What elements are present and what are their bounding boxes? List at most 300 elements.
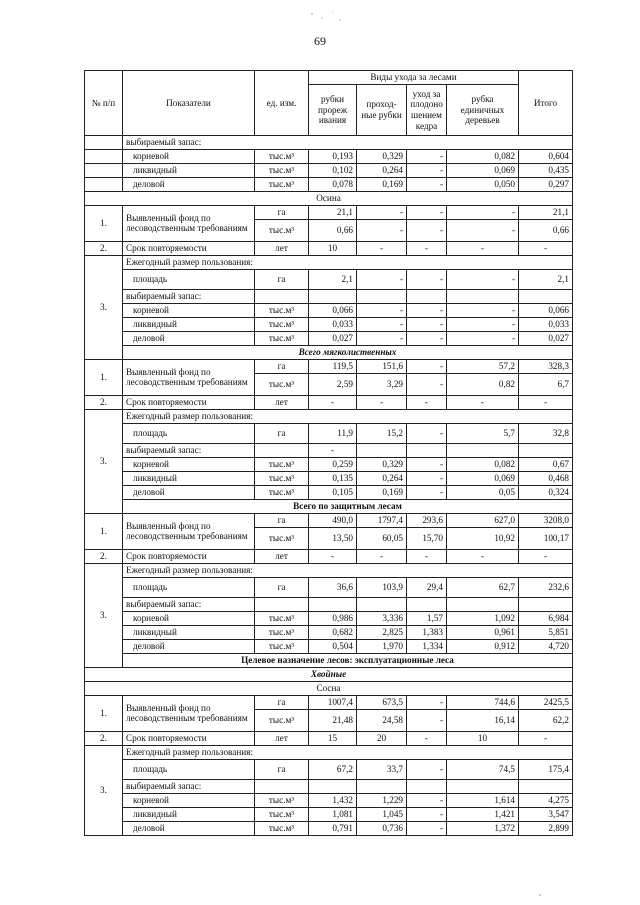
fund-area-value: - (447, 206, 519, 220)
unit-cell: лет (255, 732, 309, 746)
header-thinning: рубки прореж ивания (309, 85, 357, 136)
row-value: 0,604 (519, 150, 573, 164)
unit-cell: га (255, 206, 309, 220)
row-number: 2. (85, 396, 123, 410)
stock-value (519, 290, 573, 304)
fund-area-value: 1797,4 (357, 514, 407, 528)
stock-value (357, 780, 407, 794)
fund-volume-value: - (357, 220, 407, 242)
indicator-label: выбираемый запас: (123, 598, 255, 612)
indicator-label: Ежегодный размер пользования: (123, 410, 573, 424)
indicator-label: Выявленный фонд по лесоводственным требованиям (123, 360, 255, 396)
stock-value (407, 780, 447, 794)
annual-stock-value: 0,736 (357, 822, 407, 836)
indicator-label: Ежегодный размер пользования: (123, 256, 573, 270)
annual-stock-value: - (407, 458, 447, 472)
annual-stock-value: 0,082 (447, 458, 519, 472)
annual-stock-value: - (447, 318, 519, 332)
section-header-row (85, 346, 573, 360)
annual-area-value: - (447, 270, 519, 290)
row-number: 3. (85, 410, 123, 514)
table-body (85, 136, 573, 836)
stock-value (447, 780, 519, 794)
annual-stock-value: 0,324 (519, 486, 573, 500)
indicator-label: деловой (123, 822, 255, 836)
annual-title-row (85, 564, 573, 578)
number-cell (85, 136, 123, 150)
fund-row (85, 696, 573, 710)
annual-stock-value: 1,57 (407, 612, 447, 626)
indicator-label: корневой (123, 458, 255, 472)
period-value: - (447, 396, 519, 410)
annual-stock-value: 0,066 (519, 304, 573, 318)
annual-stock-value: 0,912 (447, 640, 519, 654)
annual-stock-value: - (407, 808, 447, 822)
indicator-label: Срок повторяемости (123, 242, 255, 256)
row-number: 3. (85, 256, 123, 360)
table-row (85, 794, 573, 808)
indicator-label: корневой (123, 612, 255, 626)
indicator-label: выбираемый запас: (123, 290, 255, 304)
annual-area-value: 67,2 (309, 760, 357, 780)
stock-subheader-row (85, 598, 573, 612)
row-number: 1. (85, 514, 123, 550)
fund-area-value: 2425,5 (519, 696, 573, 710)
table-header (85, 71, 573, 136)
page-number: 69 (314, 34, 326, 48)
row-number: 1. (85, 696, 123, 732)
section-header-row (85, 682, 573, 696)
annual-stock-value: 0,682 (309, 626, 357, 640)
annual-area-row (85, 424, 573, 444)
fund-area-value: 293,6 (407, 514, 447, 528)
table-row (85, 808, 573, 822)
fund-area-value: 151,6 (357, 360, 407, 374)
indicator-label: площадь (123, 424, 255, 444)
table-row (85, 472, 573, 486)
section-title: Всего по защитным лесам (123, 500, 573, 514)
row-value: 0,193 (309, 150, 357, 164)
annual-stock-value: 1,432 (309, 794, 357, 808)
annual-stock-value: - (357, 318, 407, 332)
indicator-label: Ежегодный размер пользования: (123, 746, 573, 760)
stock-value (407, 598, 447, 612)
indicator-label: деловой (123, 486, 255, 500)
annual-area-row (85, 760, 573, 780)
row-number: 2. (85, 242, 123, 256)
section-title: Сосна (85, 682, 573, 696)
annual-stock-value: 1,092 (447, 612, 519, 626)
header-single-tree-cutting: рубка единичных деревьев (447, 85, 519, 136)
fund-area-value: 21,1 (519, 206, 573, 220)
fund-volume-value: 3,29 (357, 374, 407, 396)
stock-subheader-row (85, 290, 573, 304)
annual-stock-value: - (407, 304, 447, 318)
indicator-label: выбираемый запас: (123, 444, 255, 458)
header-number: № п/п (85, 71, 123, 136)
indicator-label: Срок повторяемости (123, 396, 255, 410)
annual-stock-value: - (357, 304, 407, 318)
annual-stock-value: 6,984 (519, 612, 573, 626)
annual-stock-value: 0,066 (309, 304, 357, 318)
annual-area-value: 32,8 (519, 424, 573, 444)
unit-cell: тыс.м³ (255, 304, 309, 318)
table-row (85, 822, 573, 836)
annual-stock-value: - (357, 332, 407, 346)
period-value: - (357, 396, 407, 410)
unit-cell: тыс.м³ (255, 332, 309, 346)
annual-area-value: 103,9 (357, 578, 407, 598)
indicator-label: ликвидный (123, 626, 255, 640)
fund-area-value: 328,3 (519, 360, 573, 374)
unit-cell: тыс.м³ (255, 164, 309, 178)
annual-stock-value: 0,027 (519, 332, 573, 346)
unit-cell: тыс.м³ (255, 458, 309, 472)
indicator-label: площадь (123, 578, 255, 598)
table-row (85, 318, 573, 332)
fund-volume-value: 100,17 (519, 528, 573, 550)
stock-value: - (309, 444, 357, 458)
stock-value (447, 598, 519, 612)
annual-area-value: - (407, 760, 447, 780)
table-row (85, 612, 573, 626)
stock-value (407, 290, 447, 304)
annual-stock-value: 1,970 (357, 640, 407, 654)
indicator-label: площадь (123, 760, 255, 780)
stock-value (309, 598, 357, 612)
stock-value (519, 780, 573, 794)
annual-area-value: 2,1 (519, 270, 573, 290)
stock-value (309, 290, 357, 304)
stock-value (309, 780, 357, 794)
header-care-types: Виды ухода за лесами (309, 71, 519, 85)
indicator-label: ликвидный (123, 318, 255, 332)
annual-stock-value: 0,169 (357, 486, 407, 500)
annual-stock-value: 0,033 (309, 318, 357, 332)
unit-cell: тыс.м³ (255, 808, 309, 822)
number-cell (85, 164, 123, 178)
indicator-label: площадь (123, 270, 255, 290)
annual-stock-value: 0,135 (309, 472, 357, 486)
unit-cell: тыс.м³ (255, 486, 309, 500)
fund-volume-value: 0,66 (309, 220, 357, 242)
unit-cell: тыс.м³ (255, 626, 309, 640)
annual-title-row (85, 746, 573, 760)
annual-stock-value: - (407, 472, 447, 486)
stock-subheader-row (85, 444, 573, 458)
row-number: 3. (85, 564, 123, 668)
forest-care-table (84, 70, 573, 836)
annual-stock-value: 4,720 (519, 640, 573, 654)
annual-stock-value: 0,105 (309, 486, 357, 500)
annual-stock-value: 0,67 (519, 458, 573, 472)
unit-cell: тыс.м³ (255, 528, 309, 550)
annual-area-value: 232,6 (519, 578, 573, 598)
unit-cell (255, 780, 309, 794)
unit-cell: тыс.м³ (255, 710, 309, 732)
fund-row (85, 206, 573, 220)
unit-cell: га (255, 578, 309, 598)
annual-stock-value: 0,504 (309, 640, 357, 654)
annual-area-value: 2,1 (309, 270, 357, 290)
period-value: - (447, 242, 519, 256)
stock-value (447, 444, 519, 458)
annual-area-value: - (407, 270, 447, 290)
annual-stock-value: 1,421 (447, 808, 519, 822)
indicator-label: деловой (123, 178, 255, 192)
stock-value (407, 444, 447, 458)
indicator-label: выбираемый запас: (123, 136, 573, 150)
period-value: 15 (309, 732, 357, 746)
fund-volume-value: 15,70 (407, 528, 447, 550)
annual-stock-value: 1,372 (447, 822, 519, 836)
fund-volume-value: 10,92 (447, 528, 519, 550)
period-value: 10 (309, 242, 357, 256)
unit-cell: тыс.м³ (255, 612, 309, 626)
period-row (85, 242, 573, 256)
indicator-label: Срок повторяемости (123, 550, 255, 564)
section-header-row (85, 654, 573, 668)
period-value: 10 (447, 732, 519, 746)
fund-area-value: 744,6 (447, 696, 519, 710)
row-number: 2. (85, 732, 123, 746)
unit-cell: тыс.м³ (255, 318, 309, 332)
annual-stock-value: 1,229 (357, 794, 407, 808)
annual-stock-value: - (447, 304, 519, 318)
annual-area-row (85, 270, 573, 290)
period-value: - (407, 550, 447, 564)
period-row (85, 550, 573, 564)
section-header-row (85, 192, 573, 206)
period-value: - (309, 396, 357, 410)
header-indicators: Показатели (123, 71, 255, 136)
fund-volume-value: 21,48 (309, 710, 357, 732)
period-value: - (519, 396, 573, 410)
fund-area-value: 21,1 (309, 206, 357, 220)
annual-area-value: 62,7 (447, 578, 519, 598)
annual-stock-value: 0,033 (519, 318, 573, 332)
annual-stock-value: 0,791 (309, 822, 357, 836)
number-cell (85, 178, 123, 192)
fund-volume-value: 0,66 (519, 220, 573, 242)
annual-area-value: 29,4 (407, 578, 447, 598)
unit-cell: га (255, 424, 309, 444)
row-number: 1. (85, 206, 123, 242)
fund-volume-value: 62,2 (519, 710, 573, 732)
row-value: - (407, 164, 447, 178)
fund-volume-value: - (407, 710, 447, 732)
table-row (85, 626, 573, 640)
fund-volume-value: 0,82 (447, 374, 519, 396)
section-title: Хвойные (85, 668, 573, 682)
indicator-label: корневой (123, 304, 255, 318)
annual-area-value: 36,6 (309, 578, 357, 598)
unit-cell: тыс.м³ (255, 640, 309, 654)
period-value: - (447, 550, 519, 564)
annual-stock-value: - (407, 822, 447, 836)
section-title: Целевое назначение лесов: эксплуатационные леса (123, 654, 573, 668)
period-value: 20 (357, 732, 407, 746)
annual-area-value: 175,4 (519, 760, 573, 780)
fund-area-value: - (407, 360, 447, 374)
fund-volume-value: - (407, 220, 447, 242)
header-passage-cutting: проход- ные рубки (357, 85, 407, 136)
stock-value (519, 444, 573, 458)
fund-volume-value: 13,50 (309, 528, 357, 550)
section-header-row (85, 500, 573, 514)
fund-volume-value: 16,14 (447, 710, 519, 732)
unit-cell: га (255, 760, 309, 780)
period-value: - (407, 242, 447, 256)
annual-area-value: 11,9 (309, 424, 357, 444)
row-value: 0,082 (447, 150, 519, 164)
number-cell (85, 150, 123, 164)
table-row (85, 458, 573, 472)
unit-cell: га (255, 696, 309, 710)
stock-value (357, 444, 407, 458)
stock-value (357, 598, 407, 612)
unit-cell: тыс.м³ (255, 220, 309, 242)
row-value: 0,169 (357, 178, 407, 192)
fund-row (85, 514, 573, 528)
annual-stock-value: 0,05 (447, 486, 519, 500)
row-value: 0,050 (447, 178, 519, 192)
fund-volume-value: 24,58 (357, 710, 407, 732)
header-cedar-care: уход за плодоно шением кедра (407, 85, 447, 136)
row-value: 0,329 (357, 150, 407, 164)
annual-stock-value: 0,069 (447, 472, 519, 486)
table-row (85, 304, 573, 318)
fund-area-value: - (357, 206, 407, 220)
indicator-label: корневой (123, 150, 255, 164)
unit-cell (255, 444, 309, 458)
annual-stock-value: 1,614 (447, 794, 519, 808)
stock-subheader-row (85, 136, 573, 150)
unit-cell (255, 290, 309, 304)
fund-volume-value: 6,7 (519, 374, 573, 396)
annual-area-value: 5,7 (447, 424, 519, 444)
row-value: 0,078 (309, 178, 357, 192)
annual-stock-value: - (407, 318, 447, 332)
indicator-label: деловой (123, 640, 255, 654)
annual-title-row (85, 410, 573, 424)
fund-volume-value: 2,59 (309, 374, 357, 396)
annual-stock-value: 1,383 (407, 626, 447, 640)
annual-stock-value: 0,961 (447, 626, 519, 640)
row-number: 3. (85, 746, 123, 836)
fund-area-value: 627,0 (447, 514, 519, 528)
annual-area-value: 33,7 (357, 760, 407, 780)
annual-stock-value: - (447, 332, 519, 346)
period-value: - (357, 242, 407, 256)
indicator-label: деловой (123, 332, 255, 346)
annual-stock-value: 5,851 (519, 626, 573, 640)
period-value: - (519, 242, 573, 256)
indicator-label: Срок повторяемости (123, 732, 255, 746)
annual-stock-value: 4,275 (519, 794, 573, 808)
annual-stock-value: 0,027 (309, 332, 357, 346)
fund-area-value: 57,2 (447, 360, 519, 374)
period-value: - (407, 732, 447, 746)
annual-area-value: 15,2 (357, 424, 407, 444)
annual-stock-value: 1,081 (309, 808, 357, 822)
annual-stock-value: 2,899 (519, 822, 573, 836)
annual-area-value: - (357, 270, 407, 290)
annual-stock-value: 0,264 (357, 472, 407, 486)
unit-cell: лет (255, 242, 309, 256)
annual-stock-value: 1,045 (357, 808, 407, 822)
unit-cell: га (255, 360, 309, 374)
indicator-label: ликвидный (123, 808, 255, 822)
stock-value (447, 290, 519, 304)
period-value: - (309, 550, 357, 564)
unit-cell: лет (255, 396, 309, 410)
indicator-label: Выявленный фонд по лесоводственным требованиям (123, 696, 255, 732)
unit-cell: тыс.м³ (255, 794, 309, 808)
indicator-label: ликвидный (123, 164, 255, 178)
row-value: 0,102 (309, 164, 357, 178)
annual-stock-value: 2,825 (357, 626, 407, 640)
unit-cell: тыс.м³ (255, 472, 309, 486)
fund-area-value: - (407, 206, 447, 220)
annual-stock-value: 0,259 (309, 458, 357, 472)
unit-cell: тыс.м³ (255, 374, 309, 396)
section-header-row (85, 668, 573, 682)
table-row (85, 150, 573, 164)
row-value: 0,264 (357, 164, 407, 178)
fund-area-value: 3208,0 (519, 514, 573, 528)
annual-stock-value: 0,329 (357, 458, 407, 472)
period-row (85, 396, 573, 410)
stock-value (519, 598, 573, 612)
annual-stock-value: 3,547 (519, 808, 573, 822)
fund-area-value: 673,5 (357, 696, 407, 710)
annual-stock-value: - (407, 332, 447, 346)
annual-area-value: - (407, 424, 447, 444)
fund-area-value: 1007,4 (309, 696, 357, 710)
fund-area-value: 490,0 (309, 514, 357, 528)
table-row (85, 164, 573, 178)
period-value: - (407, 396, 447, 410)
stock-value (357, 290, 407, 304)
indicator-label: ликвидный (123, 472, 255, 486)
unit-cell: тыс.м³ (255, 150, 309, 164)
unit-cell: тыс.м³ (255, 822, 309, 836)
fund-volume-value: - (447, 220, 519, 242)
unit-cell (255, 598, 309, 612)
row-value: 0,297 (519, 178, 573, 192)
unit-cell: лет (255, 550, 309, 564)
table-row (85, 640, 573, 654)
period-value: - (519, 732, 573, 746)
fund-area-value: - (407, 696, 447, 710)
fund-area-value: 119,5 (309, 360, 357, 374)
row-number: 2. (85, 550, 123, 564)
row-value: - (407, 178, 447, 192)
fund-volume-value: 60,05 (357, 528, 407, 550)
table-row (85, 332, 573, 346)
section-title: Осина (85, 192, 573, 206)
annual-title-row (85, 256, 573, 270)
fund-volume-value: - (407, 374, 447, 396)
period-value: - (519, 550, 573, 564)
indicator-label: Выявленный фонд по лесоводственным требованиям (123, 514, 255, 550)
annual-stock-value: 1,334 (407, 640, 447, 654)
fund-row (85, 360, 573, 374)
indicator-label: Выявленный фонд по лесоводственным требованиям (123, 206, 255, 242)
header-unit: ед. изм. (255, 71, 309, 136)
header-total: Итого (519, 71, 573, 136)
